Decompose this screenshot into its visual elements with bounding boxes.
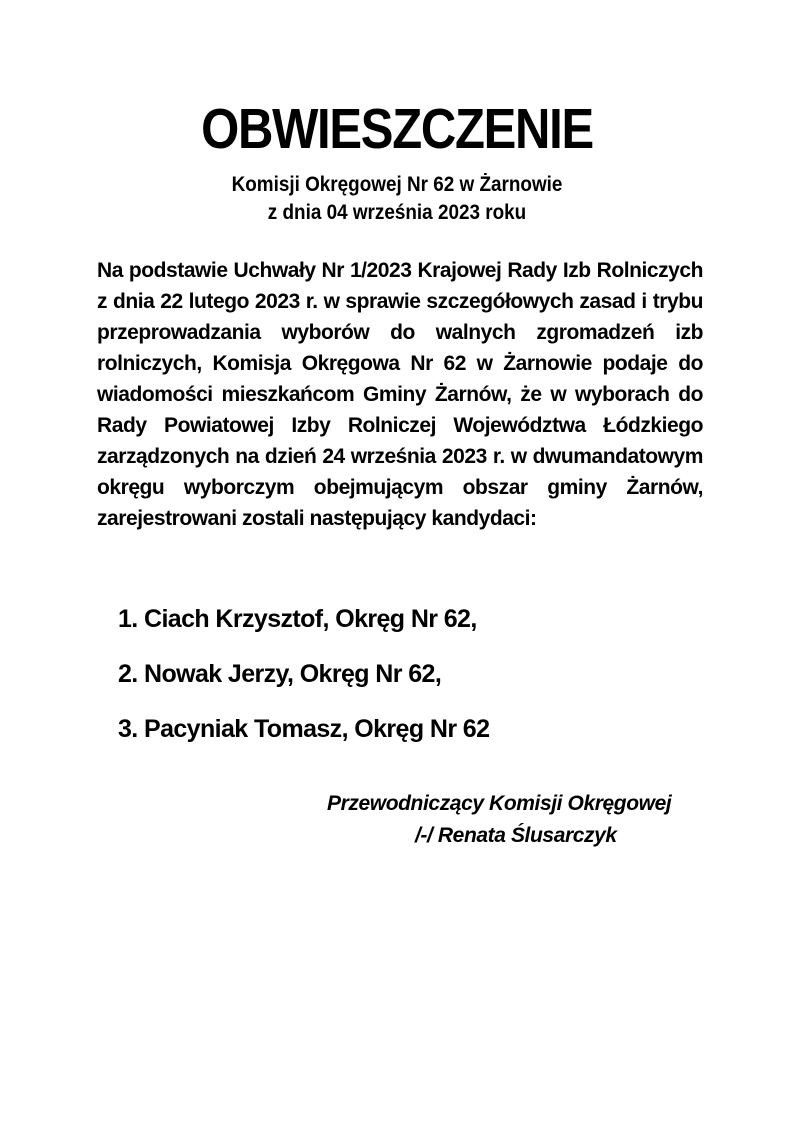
candidate-text: Nowak Jerzy, Okręg Nr 62, xyxy=(144,660,442,688)
notice-subtitle-committee: Komisji Okręgowej Nr 62 w Żarnowie xyxy=(231,173,563,196)
candidate-text: Pacyniak Tomasz, Okręg Nr 62 xyxy=(144,715,490,743)
signature-name: /-/ Renata Ślusarczyk xyxy=(415,824,617,847)
notice-subtitle-date: z dnia 04 września 2023 roku xyxy=(267,201,527,224)
candidate-item xyxy=(118,647,489,702)
candidate-number: 3. xyxy=(118,715,138,743)
notice-title: OBWIESZCZENIE xyxy=(201,97,593,161)
candidate-item xyxy=(118,592,489,647)
notice-body-paragraph: Na podstawie Uchwały Nr 1/2023 Krajowej Rady Izb Rolniczych z dnia 22 lutego 2023 r. w sprawie szczegółowych zasad i trybu przeprowadzania wyborów do walnych zgromadzeń izb rolniczych, Komisja Okręgowa Nr 62 w Żarnowie podaje do wiadomości mieszkańcom Gminy Żarnów, że w wyborach do Rady Powiatowej Izby Rolniczej Województwa Łódzkiego zarządzonych na dzień 24 września 2023 r. w dwumandatowym okręgu wyborczym obejmującym obszar gminy Żarnów, zarejestrowani zostali następujący kandydaci: xyxy=(97,259,703,530)
candidate-item xyxy=(118,702,489,757)
candidate-number: 1. xyxy=(118,605,138,633)
candidate-number: 2. xyxy=(118,660,138,688)
candidate-list xyxy=(118,592,489,757)
candidate-text: Ciach Krzysztof, Okręg Nr 62, xyxy=(144,605,477,633)
signature-role: Przewodniczący Komisji Okręgowej xyxy=(327,792,672,815)
